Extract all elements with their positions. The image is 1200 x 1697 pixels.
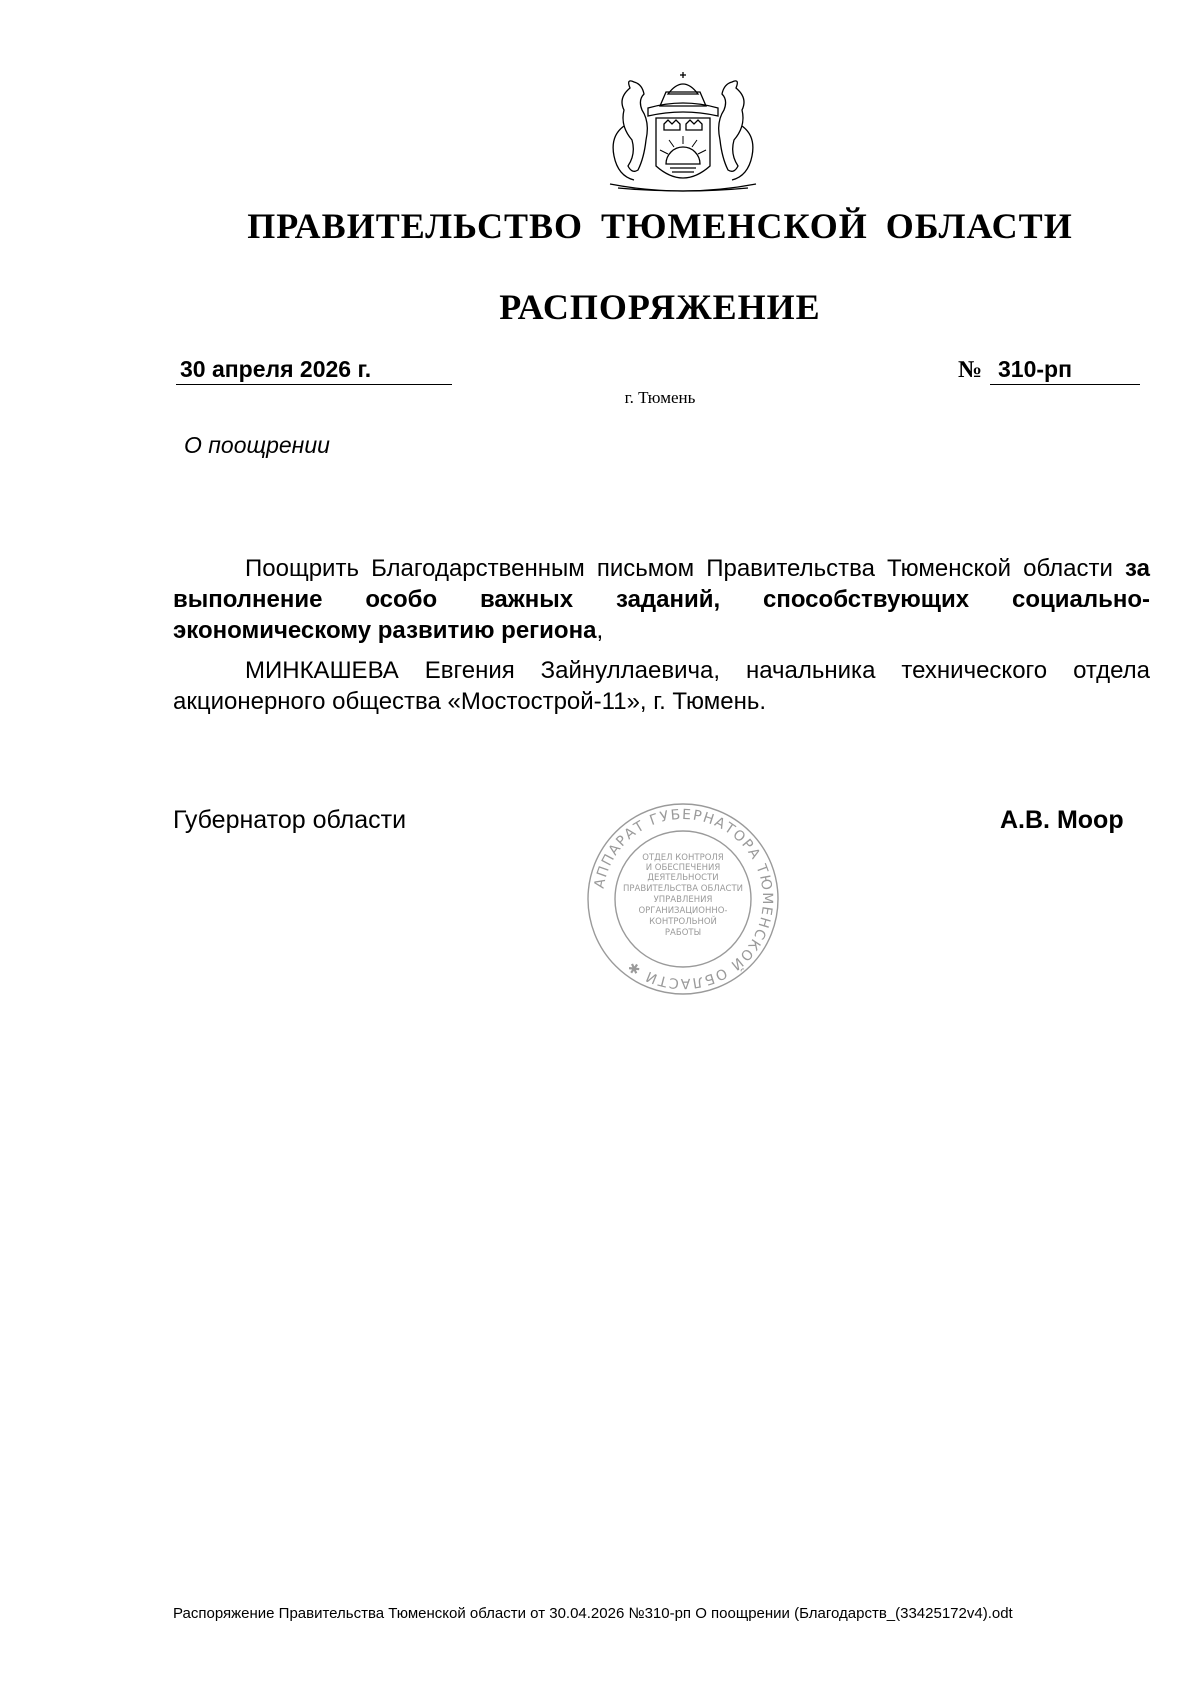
document-date: 30 апреля 2026 г. [180,356,372,382]
p1-end: , [596,617,604,644]
svg-text:ПРАВИТЕЛЬСТВА ОБЛАСТИ: ПРАВИТЕЛЬСТВА ОБЛАСТИ [623,884,743,894]
p1-bold: за выполнение особо важных заданий, способствующих социально-экономическому развитию региона [173,555,1150,644]
city: г. Тюмень [624,388,696,407]
svg-text:ОТДЕЛ КОНТРОЛЯ: ОТДЕЛ КОНТРОЛЯ [642,853,724,863]
signatory-title: Губернатор области [173,806,407,834]
svg-text:АППАРАТ ГУБЕРНАТОРА ТЮМЕНСКОЙ: АППАРАТ ГУБЕРНАТОРА ТЮМЕНСКОЙ ОБЛАСТИ ✱ [591,806,776,992]
svg-text:РАБОТЫ: РАБОТЫ [664,928,702,938]
svg-text:КОНТРОЛЬНОЙ: КОНТРОЛЬНОЙ [649,917,717,927]
coat-of-arms-icon [590,66,776,198]
p1-start: Поощрить Благодарственным письмом Правительства Тюменской области [245,555,1126,582]
svg-text:ОРГАНИЗАЦИОННО-: ОРГАНИЗАЦИОННО- [638,906,728,916]
body-paragraph-2: МИНКАШЕВА Евгения Зайнуллаевича, начальника технического отдела акционерного общества «Мостострой-11», г. Тюмень. [173,657,1150,715]
official-stamp-icon [586,802,780,996]
svg-text:И ОБЕСПЕЧЕНИЯ: И ОБЕСПЕЧЕНИЯ [645,863,721,873]
svg-text:ДЕЯТЕЛЬНОСТИ: ДЕЯТЕЛЬНОСТИ [647,873,719,883]
file-footer: Распоряжение Правительства Тюменской области от 30.04.2026 №310-рп О поощрении (Благодарств_(33425172v4).odt [173,1605,1013,1622]
document-type: РАСПОРЯЖЕНИЕ [499,287,821,327]
government-name: ПРАВИТЕЛЬСТВО ТЮМЕНСКОЙ ОБЛАСТИ [247,206,1073,246]
number-field [990,356,1140,385]
body-paragraph-1 [173,553,1150,646]
number-sign: № [958,357,983,383]
svg-text:УПРАВЛЕНИЯ: УПРАВЛЕНИЯ [653,895,713,905]
document-number: 310-рп [998,356,1072,382]
document-subject: О поощрении [184,432,330,458]
date-field [176,356,452,385]
signatory-name: А.В. Моор [1000,806,1124,834]
